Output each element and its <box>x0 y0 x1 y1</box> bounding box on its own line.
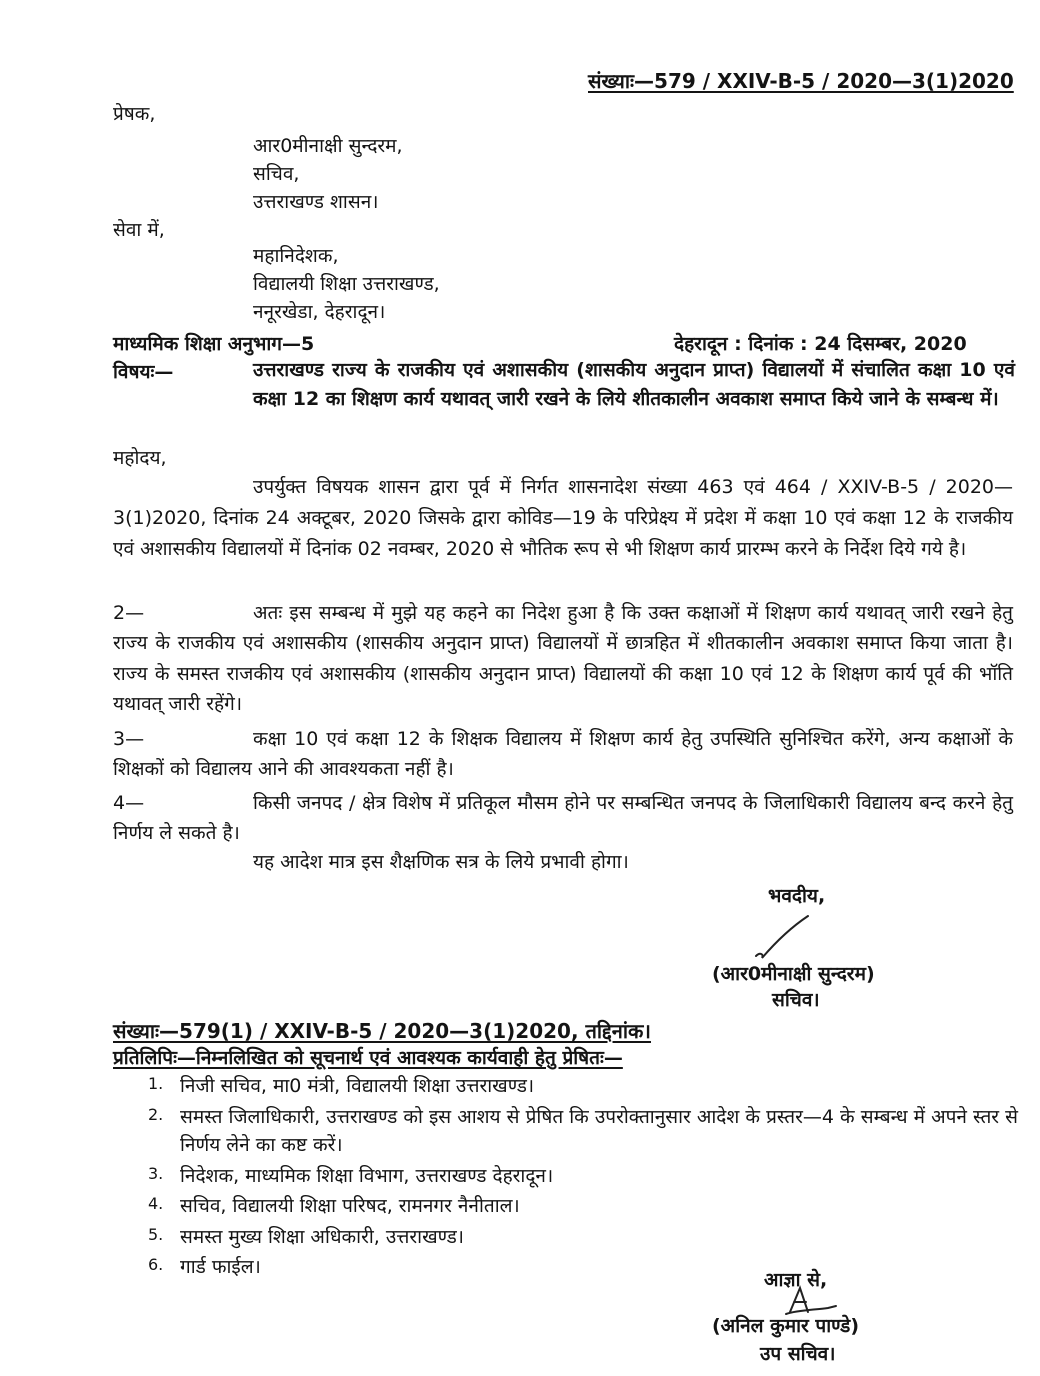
date: 24 दिसम्बर, 2020 <box>814 333 967 355</box>
list-item-number: 2. <box>148 1104 164 1124</box>
list-item <box>148 1253 1018 1282</box>
paragraph-3 <box>113 724 1013 785</box>
paragraph-5: यह आदेश मात्र इस शैक्षणिक सत्र के लिये प्रभावी होगा। <box>253 851 629 873</box>
list-item-text: निजी सचिव, मा0 मंत्री, विद्यालयी शिक्षा उत्तराखण्ड। <box>180 1075 535 1097</box>
paragraph-3-text: कक्षा 10 एवं कक्षा 12 के शिक्षक विद्यालय में शिक्षण कार्य हेतु उपस्थिति सुनिश्चित करेंगे, अन्य कक्षाओं के शिक्षकों को विद्यालय आने की आवश्यकता नहीं है। <box>113 728 1013 781</box>
list-item <box>148 1072 1018 1101</box>
list-item-text: समस्त मुख्य शिक्षा अधिकारी, उत्तराखण्ड। <box>180 1225 465 1248</box>
signatory-name: (आर0मीनाक्षी सुन्दरम) <box>712 963 875 985</box>
list-item <box>148 1223 1018 1252</box>
deputy-name: (अनिल कुमार पाण्डे) <box>712 1315 860 1337</box>
paragraph-3-number: 3— <box>113 728 145 750</box>
list-item <box>148 1162 1018 1191</box>
list-item <box>148 1192 1018 1221</box>
list-item <box>148 1103 1018 1160</box>
subject-text: उत्तराखण्ड राज्य के राजकीय एवं अशासकीय (शासकीय अनुदान प्राप्त) विद्यालयों में संचालित कक्षा 10 एवं कक्षा 12 का शिक्षण कार्य यथावत् जारी रखने के लिये शीतकालीन अवकाश समाप्त किये जाने के सम्बन्ध में। <box>253 359 1015 410</box>
section-name: माध्यमिक शिक्षा अनुभाग—5 <box>113 333 315 355</box>
recipient-label: सेवा में, <box>113 219 165 241</box>
signatory-designation: सचिव। <box>772 989 820 1011</box>
dateline <box>674 330 967 359</box>
list-item-number: 5. <box>148 1224 164 1244</box>
copy-list <box>148 1072 1018 1282</box>
valediction: भवदीय, <box>768 885 826 907</box>
paragraph-2-text: अतः इस सम्बन्ध में मुझे यह कहने का निदेश हुआ है कि उक्त कक्षाओं में शिक्षण कार्य यथावत् जारी रखने हेतु राज्य के राजकीय एवं अशासकीय (शासकीय अनुदान प्राप्त) विद्यालयों में छात्रहित में शीतकालीन अवकाश समाप्त किया जाता है। राज्य के समस्त राजकीय एवं अशासकीय (शासकीय अनुदान प्राप्त) विद्यालयों की कक्षा 10 एवं 12 के शिक्षण कार्य पूर्व की भॉति यथावत् जारी रहेंगे। <box>113 602 1013 716</box>
paragraph-2 <box>113 598 1013 720</box>
paragraph-4-number: 4— <box>113 792 145 814</box>
list-item-number: 1. <box>148 1074 164 1093</box>
sender-office: उत्तराखण्ड शासन। <box>253 191 379 213</box>
recipient-office: विद्यालयी शिक्षा उत्तराखण्ड, <box>253 273 440 295</box>
sender-designation: सचिव, <box>253 163 300 185</box>
list-item-number: 3. <box>148 1163 164 1183</box>
sender-label: प्रेषक, <box>113 103 156 125</box>
paragraph-1: उपर्युक्त विषयक शासन द्वारा पूर्व में निर्गत शासनादेश संख्या 463 एवं 464 / XXIV-B-5 / 2020—3(1)2020, दिनांक 24 अक्टूबर, 2020 जिसके द्वारा कोविड—19 के परिप्रेक्ष्य में प्रदेश में कक्षा 10 एवं कक्षा 12 के राजकीय एवं अशासकीय विद्यालयों में दिनांक 02 नवम्बर, 2020 से भौतिक रूप से भी शिक्षण कार्य प्रारम्भ करने के निर्देश दिये गये है। <box>113 476 1013 560</box>
reference-number: संख्याः—579 / XXIV-B-5 / 2020—3(1)2020 <box>588 69 1014 93</box>
salutation: महोदय, <box>113 447 167 469</box>
paragraph-4-text: किसी जनपद / क्षेत्र विशेष में प्रतिकूल मौसम होने पर सम्बन्धित जनपद के जिलाधिकारी विद्यालय बन्द करने हेतु निर्णय ले सकते है। <box>113 792 1013 845</box>
list-item-number: 6. <box>148 1255 164 1274</box>
paragraph-2-number: 2— <box>113 602 145 624</box>
subject-label: विषयः— <box>113 361 174 383</box>
list-item-text: समस्त जिलाधिकारी, उत्तराखण्ड को इस आशय से प्रेषित कि उपरोक्तानुसार आदेश के प्रस्तर—4 के सम्बन्ध में अपने स्तर से निर्णय लेने का कष्ट करें। <box>180 1105 1018 1156</box>
copy-reference: संख्याः—579(1) / XXIV-B-5 / 2020—3(1)2020, तद्दिनांक। <box>113 1019 651 1043</box>
list-item-number: 4. <box>148 1194 164 1213</box>
list-item-text: गार्ड फाईल। <box>180 1256 261 1278</box>
signature-mark <box>752 914 812 960</box>
recipient-place: ननूरखेडा, देहरादून। <box>253 301 386 323</box>
list-item-text: सचिव, विद्यालयी शिक्षा परिषद, रामनगर नैनीताल। <box>180 1195 520 1217</box>
date-prefix: देहरादून : दिनांक : <box>674 333 808 355</box>
recipient-name: महानिदेशक, <box>253 245 339 267</box>
order-phrase: आज्ञा से, <box>764 1269 828 1291</box>
copy-heading: प्रतिलिपिः—निम्नलिखित को सूचनार्थ एवं आवश्यक कार्यवाही हेतु प्रेषितः— <box>113 1047 623 1069</box>
sender-name: आर0मीनाक्षी सुन्दरम, <box>253 135 403 157</box>
paragraph-4 <box>113 788 1013 849</box>
list-item-text: निदेशक, माध्यमिक शिक्षा विभाग, उत्तराखण्ड देहरादून। <box>180 1164 554 1187</box>
deputy-designation: उप सचिव। <box>760 1343 836 1365</box>
